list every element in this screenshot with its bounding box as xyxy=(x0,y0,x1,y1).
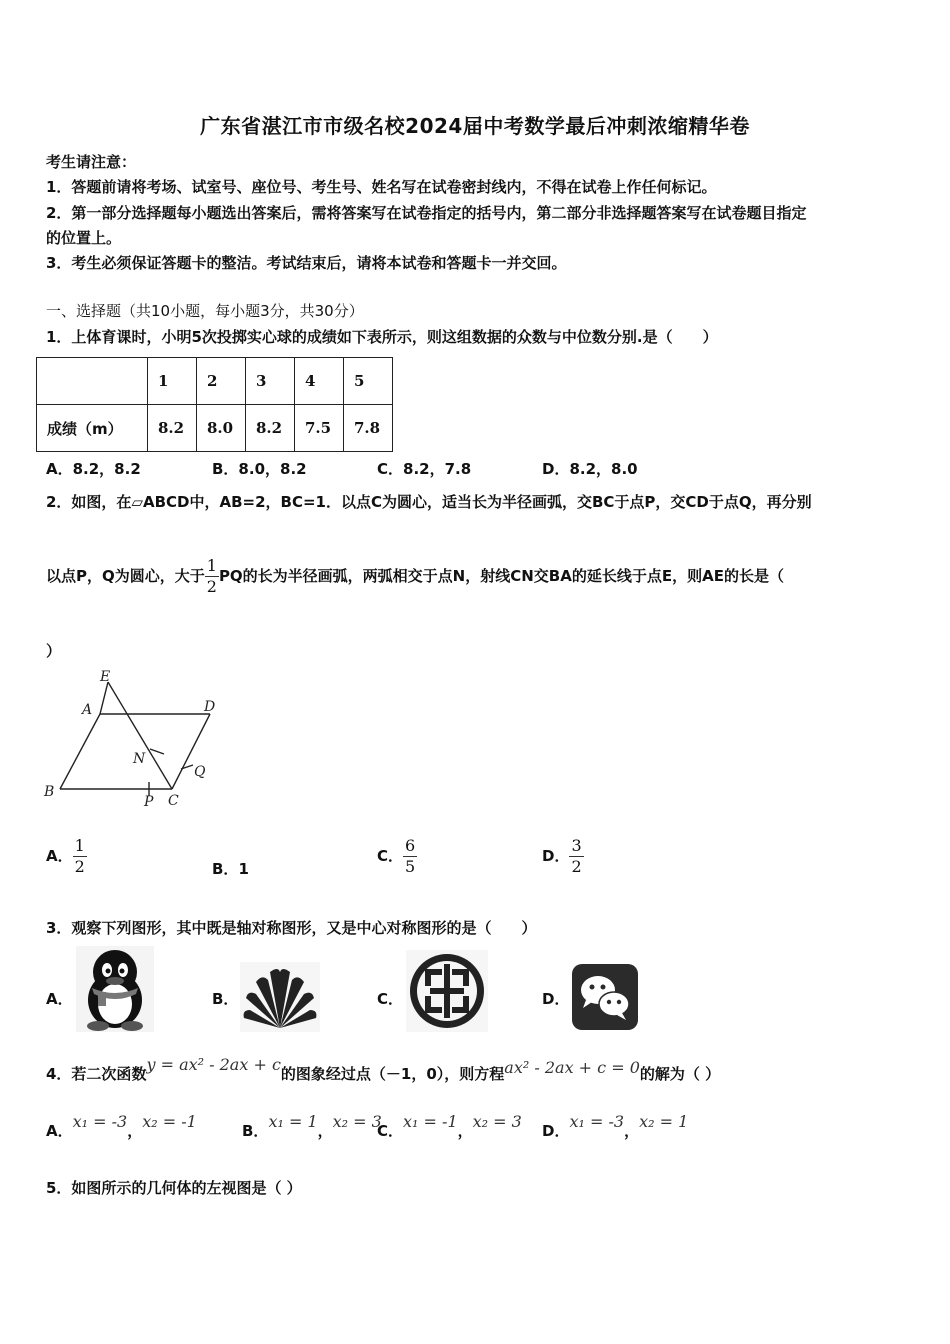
fraction-den: 5 xyxy=(405,857,416,876)
table-cell: 4 xyxy=(295,358,344,405)
label-d: D xyxy=(204,699,216,715)
option-label: C． xyxy=(377,847,404,865)
page-title: 广东省湛江市市级名校2024届中考数学最后冲刺浓缩精华卷 xyxy=(200,114,750,138)
q4-option-d: D．x₁ = -3，x₂ = 1 xyxy=(542,1112,689,1140)
fraction xyxy=(205,556,219,597)
q1-text: 1．上体育课时，小明5次投掷实心球的成绩如下表所示，则这组数据的众数与中位数分别.是（ ） xyxy=(46,328,718,346)
q3-option-a-label: A． xyxy=(46,990,73,1008)
root-x2: x₂ = 1 xyxy=(639,1112,689,1131)
q2-parallelogram-figure xyxy=(40,664,230,814)
notice-item: 的位置上。 xyxy=(46,229,122,247)
fraction-num: 3 xyxy=(571,836,582,855)
fraction-den: 2 xyxy=(571,857,582,876)
wechat-logo-icon xyxy=(572,964,638,1030)
q1-option-b: B．8.0，8.2 xyxy=(212,460,307,478)
table-cell: 8.0 xyxy=(197,405,246,452)
q3-option-c-label: C． xyxy=(377,990,404,1008)
notice-item: 1．答题前请将考场、试室号、座位号、考生号、姓名写在试卷密封线内，不得在试卷上作任何标记。 xyxy=(46,178,717,196)
fraction xyxy=(73,836,87,877)
q5-text: 5．如图所示的几何体的左视图是（ ） xyxy=(46,1179,302,1197)
table-row xyxy=(37,405,393,452)
notice-item: 3．考生必须保证答题卡的整洁。考试结束后，请将本试卷和答题卡一并交回。 xyxy=(46,254,567,272)
q4-text xyxy=(46,1055,721,1084)
q3-text: 3．观察下列图形，其中既是轴对称图形，又是中心对称图形的是（ ） xyxy=(46,919,537,937)
table-cell: 8.2 xyxy=(148,405,197,452)
q1-option-c: C．8.2，7.8 xyxy=(377,460,472,478)
label-e: E xyxy=(100,669,111,685)
segment-ba xyxy=(60,714,100,789)
fraction-num: 1 xyxy=(206,556,217,575)
qq-penguin-icon xyxy=(76,946,154,1032)
q4-function: y = ax² - 2ax + c xyxy=(146,1055,281,1074)
label-q: Q xyxy=(194,764,206,780)
root-x1: x₁ = -1 xyxy=(403,1112,458,1131)
root-x2: x₂ = 3 xyxy=(332,1112,382,1131)
root-x1: x₁ = -3 xyxy=(569,1112,625,1131)
notice-item: 2．第一部分选择题每小题选出答案后，需将答案写在试卷指定的括号内，第二部分非选择题答案写在试卷题目指定 xyxy=(46,204,807,222)
option-label: D． xyxy=(542,847,570,865)
label-a: A xyxy=(82,702,93,718)
table-row xyxy=(37,358,393,405)
root-x2: x₂ = 3 xyxy=(472,1112,522,1131)
option-label: B． xyxy=(242,1122,269,1140)
table-cell: 2 xyxy=(197,358,246,405)
q1-option-a: A．8.2，8.2 xyxy=(46,460,141,478)
q2-line3: ） xyxy=(46,642,62,660)
table-cell: 8.2 xyxy=(246,405,295,452)
q2-option-b xyxy=(212,858,249,879)
q1-score-table xyxy=(36,357,393,452)
q3-option-b-label: B． xyxy=(212,990,239,1008)
label-b: B xyxy=(44,784,55,800)
fraction-num: 6 xyxy=(405,836,416,855)
segment-ae xyxy=(100,682,108,714)
huawei-logo-icon xyxy=(240,962,320,1032)
q4-text-pre: 4．若二次函数 xyxy=(46,1065,147,1083)
q3-option-d-label: D． xyxy=(542,990,570,1008)
root-x1: x₁ = 1 xyxy=(268,1112,318,1131)
q4-text-mid: 的图象经过点（－1，0），则方程 xyxy=(280,1065,505,1083)
option-label: C． xyxy=(377,1122,404,1140)
fraction-den: 2 xyxy=(74,857,85,876)
table-cell: 成绩（m） xyxy=(37,405,148,452)
fraction-num: 1 xyxy=(74,836,85,855)
q4-option-b: B．x₁ = 1，x₂ = 3 xyxy=(242,1112,382,1140)
q2-option-d xyxy=(542,836,584,877)
q2-line2-pre: 以点P，Q为圆心，大于 xyxy=(46,567,205,585)
fraction-den: 2 xyxy=(206,577,217,596)
table-cell: 5 xyxy=(344,358,393,405)
table-cell: 7.5 xyxy=(295,405,344,452)
ray-cn xyxy=(108,682,172,789)
q4-text-post: 的解为（ ） xyxy=(639,1065,721,1083)
root-x1: x₁ = -3 xyxy=(72,1112,128,1131)
label-n: N xyxy=(133,751,146,767)
q2-line1: 2．如图，在▱ABCD中，AB=2，BC=1．以点C为圆心，适当长为半径画弧，交BC于点P，交CD于点Q，再分别 xyxy=(46,493,812,511)
table-cell: 1 xyxy=(148,358,197,405)
fraction xyxy=(403,836,417,877)
table-cell xyxy=(37,358,148,405)
q4-equation: ax² - 2ax + c = 0 xyxy=(504,1058,640,1077)
q2-option-c xyxy=(377,836,417,877)
icbc-logo-icon xyxy=(406,950,488,1032)
table-cell: 7.8 xyxy=(344,405,393,452)
label-p: P xyxy=(144,794,154,810)
q4-option-a: A．x₁ = -3，x₂ = -1 xyxy=(46,1112,197,1140)
q2-option-a xyxy=(46,836,87,877)
option-label: D． xyxy=(542,1122,570,1140)
option-value: 1 xyxy=(238,860,249,878)
fraction xyxy=(569,836,583,877)
q1-option-d: D．8.2，8.0 xyxy=(542,460,638,478)
table-cell: 3 xyxy=(246,358,295,405)
root-x2: x₂ = -1 xyxy=(142,1112,197,1131)
section-heading: 一、选择题（共10小题，每小题3分，共30分） xyxy=(46,302,364,320)
arc-mark-n xyxy=(150,749,164,754)
q2-line2-post: PQ的长为半径画弧，两弧相交于点N，射线CN交BA的延长线于点E，则AE的长是（ xyxy=(218,567,784,585)
option-label: A． xyxy=(46,1122,73,1140)
notice-heading: 考生请注意： xyxy=(46,153,137,171)
q4-option-c: C．x₁ = -1，x₂ = 3 xyxy=(377,1112,522,1140)
option-label: A． xyxy=(46,847,73,865)
q2-line2 xyxy=(46,556,784,597)
label-c: C xyxy=(168,793,179,809)
option-label: B． xyxy=(212,860,239,878)
